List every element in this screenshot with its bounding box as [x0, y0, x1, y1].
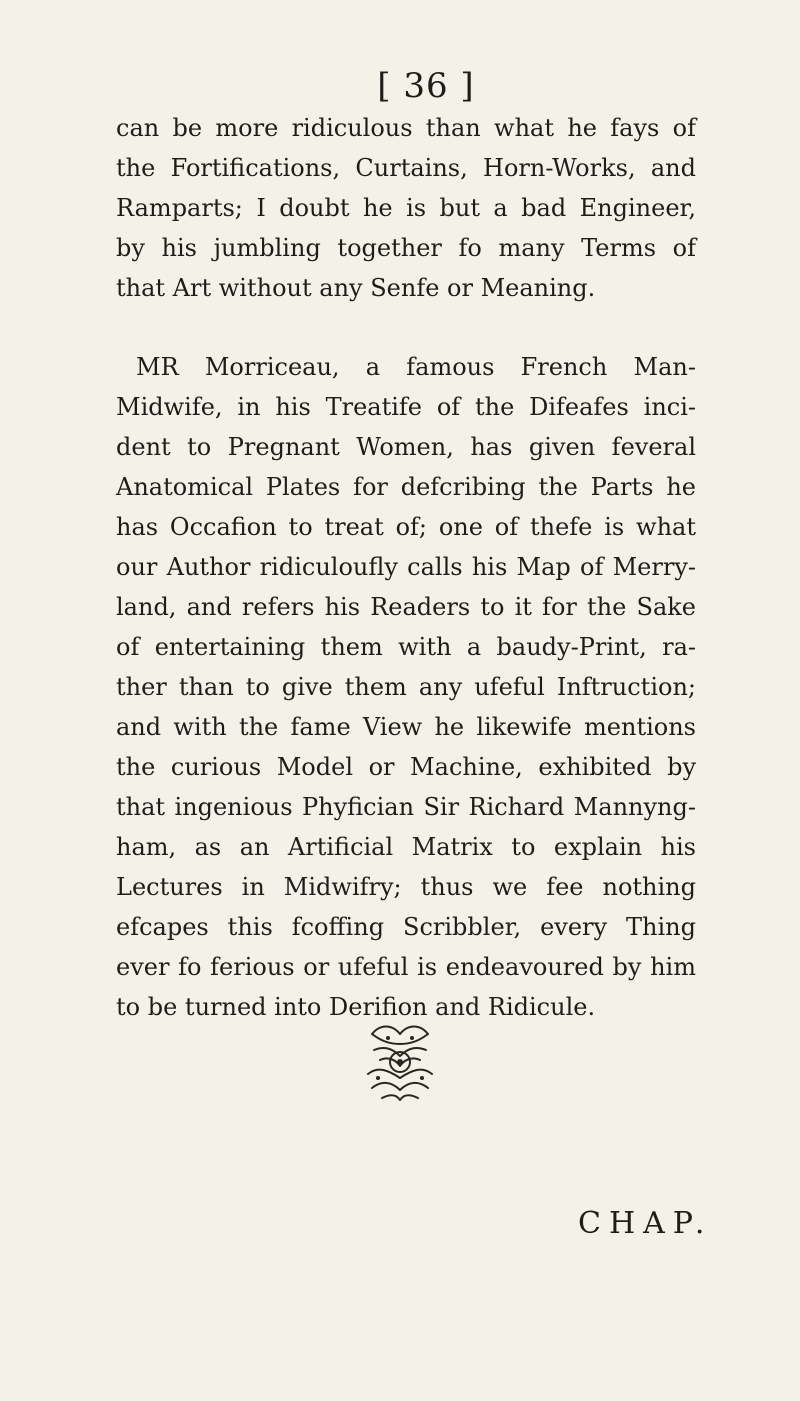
text-line: ther than to give them any ufeful Inftruction; — [116, 673, 696, 701]
text-line: the curious Model or Machine, exhibited by — [116, 753, 696, 781]
text-line: dent to Pregnant Women, has given feveral — [116, 433, 696, 461]
paragraph-1 — [116, 108, 696, 308]
page-number: [ 36 ] — [377, 66, 475, 106]
text-line: to be turned into Derifion and Ridicule. — [116, 993, 596, 1021]
text-line: by his jumbling together fo many Terms of — [116, 234, 696, 262]
text-line: that ingenious Phyfician Sir Richard Mannyng- — [116, 793, 696, 821]
text-line: ham, as an Artificial Matrix to explain his — [116, 833, 696, 861]
text-line: MR Morriceau, a famous French Man- — [136, 353, 696, 381]
text-line: Anatomical Plates for defcribing the Parts he — [116, 473, 696, 501]
text-line: our Author ridiculoufly calls his Map of Merry- — [116, 553, 696, 581]
text-line: that Art without any Senfe or Meaning. — [116, 274, 596, 302]
text-line: Lectures in Midwifry; thus we fee nothing — [116, 873, 696, 901]
woodcut-ornament-icon — [354, 1016, 446, 1108]
text-line: ever fo ferious or ufeful is endeavoured by him — [116, 953, 696, 981]
text-line: has Occafion to treat of; one of thefe is what — [116, 513, 696, 541]
text-line: land, and refers his Readers to it for the Sake — [116, 593, 696, 621]
catchword: CHAP. — [578, 1206, 713, 1241]
text-line: Ramparts; I doubt he is but a bad Engineer, — [116, 194, 696, 222]
paragraph-2 — [116, 347, 696, 1027]
text-line: and with the fame View he likewife mentions — [116, 713, 696, 741]
text-line: efcapes this fcoffing Scribbler, every Thing — [116, 913, 696, 941]
text-line: the Fortifications, Curtains, Horn-Works, and — [116, 154, 696, 182]
text-line: of entertaining them with a baudy-Print, ra- — [116, 633, 696, 661]
text-line: can be more ridiculous than what he fays of — [116, 114, 696, 142]
text-line: Midwife, in his Treatife of the Difeafes inci- — [116, 393, 696, 421]
